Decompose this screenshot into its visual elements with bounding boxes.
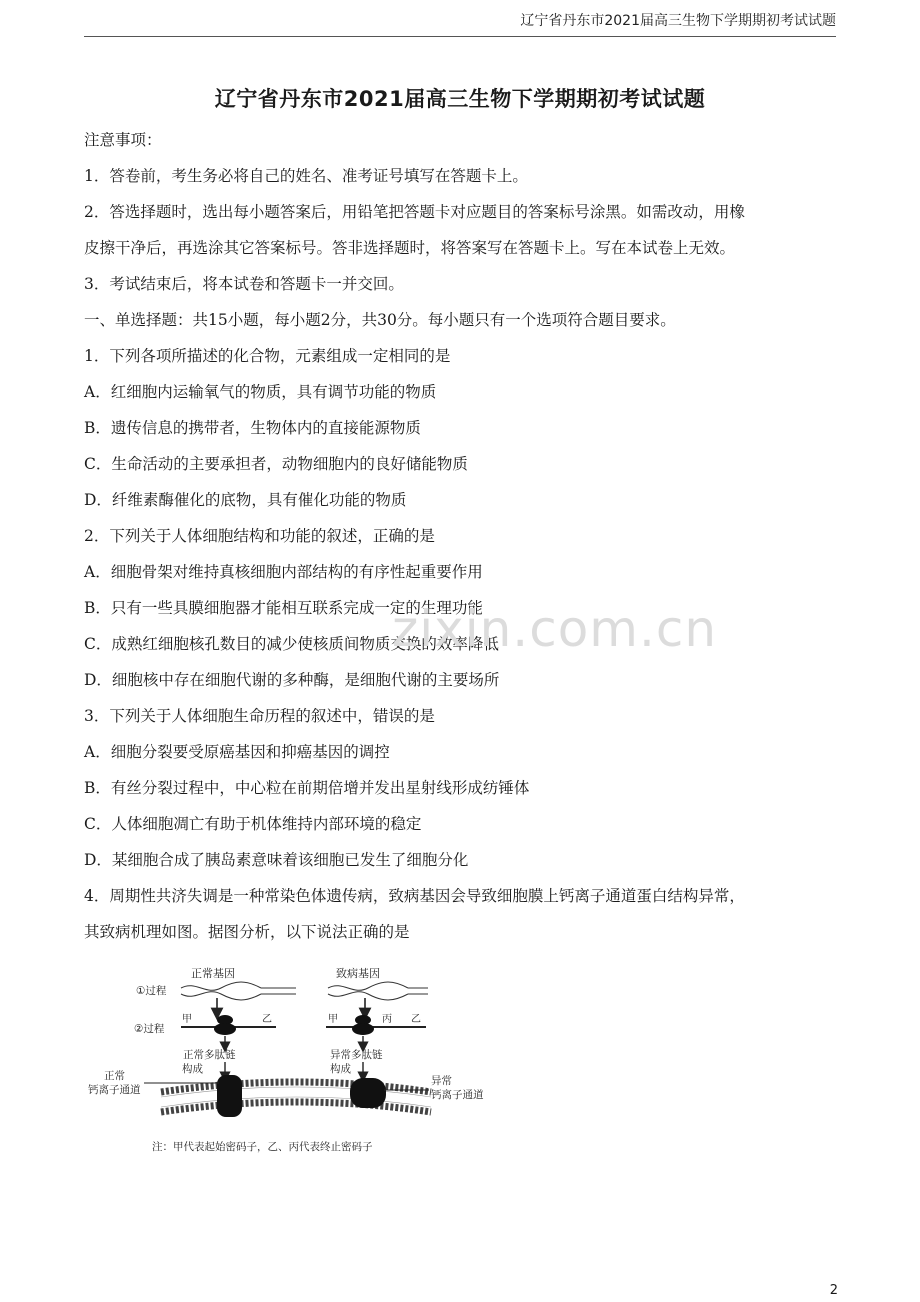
normal-calcium-channel <box>217 1075 242 1117</box>
question-1-option-b: B．遗传信息的携带者，生物体内的直接能源物质 <box>84 419 421 437</box>
dna-double-helix-normal <box>181 982 296 1000</box>
running-header: 辽宁省丹东市2021届高三生物下学期期初考试试题 <box>520 13 836 29</box>
ribosome-disease <box>352 1015 374 1035</box>
question-2-stem: 2．下列关于人体细胞结构和功能的叙述，正确的是 <box>84 527 435 545</box>
label-process-1: ①过程 <box>136 985 167 997</box>
label-disease-gene: 致病基因 <box>336 967 380 980</box>
question-1-option-a: A．红细胞内运输氧气的物质，具有调节功能的物质 <box>84 383 437 401</box>
codon-jia-disease: 甲 <box>328 1014 338 1025</box>
notice-heading: 注意事项： <box>84 131 162 149</box>
label-forms-normal: 构成 <box>182 1063 203 1075</box>
question-1-option-c: C．生命活动的主要承担者，动物细胞内的良好储能物质 <box>84 455 468 473</box>
question-3-option-d: D．某细胞合成了胰岛素意味着该细胞已发生了细胞分化 <box>84 851 469 869</box>
figure-note: 注：甲代表起始密码子，乙、丙代表终止密码子 <box>152 1141 373 1153</box>
question-3-option-b: B．有丝分裂过程中，中心粒在前期倍增并发出星射线形成纺锤体 <box>84 779 530 797</box>
dna-double-helix-disease <box>328 982 428 1000</box>
question-2-option-a: A．细胞骨架对维持真核细胞内部结构的有序性起重要作用 <box>84 563 483 581</box>
question-2-option-b: B．只有一些具膜细胞器才能相互联系完成一定的生理功能 <box>84 599 483 617</box>
label-forms-disease: 构成 <box>330 1063 351 1075</box>
document-body <box>84 122 844 950</box>
codon-yi-normal: 乙 <box>262 1014 272 1025</box>
label-normal-polypeptide: 正常多肽链 <box>183 1049 236 1061</box>
notice-item-1: 1．答卷前，考生务必将自己的姓名、准考证号填写在答题卡上。 <box>84 167 528 185</box>
mechanism-figure <box>86 962 506 1157</box>
page-number: 2 <box>829 1283 838 1298</box>
codon-yi-disease: 乙 <box>411 1014 421 1025</box>
page-title: 辽宁省丹东市2021届高三生物下学期期初考试试题 <box>214 87 706 111</box>
label-abnormal-polypeptide: 异常多肽链 <box>330 1049 383 1061</box>
section-heading: 一、单选择题：共15小题，每小题2分，共30分。每小题只有一个选项符合题目要求。 <box>84 311 676 329</box>
label-process-2: ②过程 <box>134 1023 165 1035</box>
notice-item-3: 3．考试结束后，将本试卷和答题卡一并交回。 <box>84 275 404 293</box>
label-abnormal-channel-line-2: 钙离子通道 <box>431 1089 484 1101</box>
label-normal-gene: 正常基因 <box>191 967 235 980</box>
label-normal-channel-line-2: 钙离子通道 <box>88 1084 141 1096</box>
question-3-stem: 3．下列关于人体细胞生命历程的叙述中，错误的是 <box>84 707 435 725</box>
question-3-option-a: A．细胞分裂要受原癌基因和抑癌基因的调控 <box>84 743 390 761</box>
abnormal-calcium-channel <box>350 1078 386 1108</box>
question-1-option-d: D．纤维素酶催化的底物，具有催化功能的物质 <box>84 491 407 509</box>
label-normal-channel-line-1: 正常 <box>104 1070 125 1082</box>
notice-item-2-line-1: 2．答选择题时，选出每小题答案后，用铅笔把答题卡对应题目的答案标号涂黑。如需改动，用橡 <box>84 203 745 221</box>
question-3-option-c: C．人体细胞凋亡有助于机体维持内部环境的稳定 <box>84 815 422 833</box>
question-2-option-d: D．细胞核中存在细胞代谢的多种酶，是细胞代谢的主要场所 <box>84 671 500 689</box>
question-1-stem: 1．下列各项所描述的化合物，元素组成一定相同的是 <box>84 347 451 365</box>
question-4-stem-line-1: 4．周期性共济失调是一种常染色体遗传病，致病基因会导致细胞膜上钙离子通道蛋白结构异常， <box>84 887 745 905</box>
cell-membrane <box>161 1082 431 1112</box>
label-abnormal-channel-line-1: 异常 <box>431 1075 452 1087</box>
notice-item-2-line-2: 皮擦干净后，再选涂其它答案标号。答非选择题时，将答案写在答题卡上。写在本试卷上无效。 <box>84 239 736 257</box>
watermark: zixin.com.cn <box>392 600 718 658</box>
ribosome-normal <box>214 1015 236 1035</box>
question-2-option-c: C．成熟红细胞核孔数目的减少使核质间物质交换的效率降低 <box>84 635 499 653</box>
question-4-stem-line-2: 其致病机理如图。据图分析，以下说法正确的是 <box>84 923 410 941</box>
header-divider <box>84 36 836 37</box>
codon-bing-disease: 丙 <box>382 1014 392 1025</box>
codon-jia-normal: 甲 <box>182 1014 192 1025</box>
